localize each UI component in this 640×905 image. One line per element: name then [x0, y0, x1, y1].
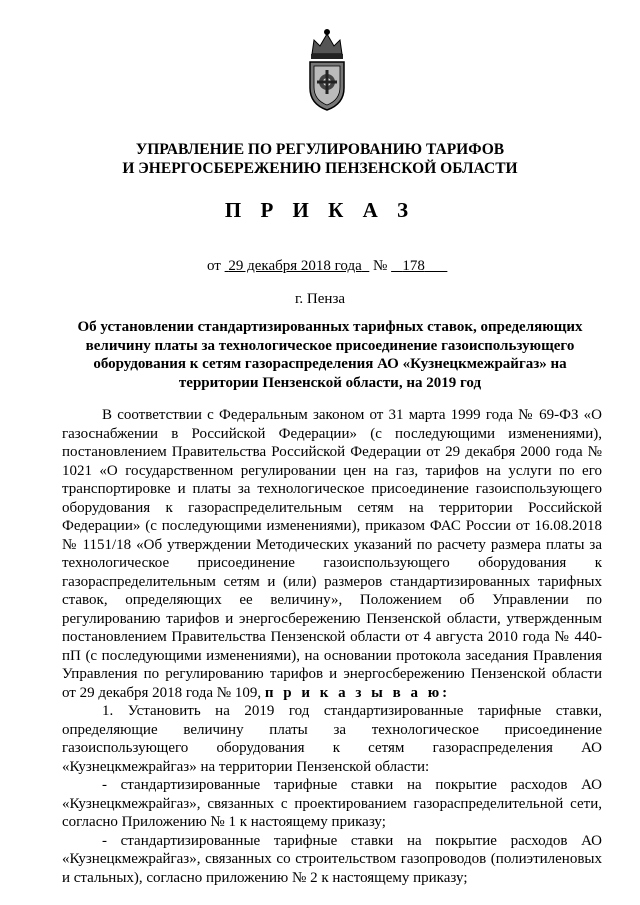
document-type-title: П Р И К А З — [224, 198, 416, 222]
city: г. Пенза — [294, 291, 346, 307]
organization-name-line1: УПРАВЛЕНИЕ ПО РЕГУЛИРОВАНИЮ ТАРИФОВ — [135, 141, 505, 158]
subject-heading — [70, 318, 590, 392]
subject-line: оборудования к сетям газораспределения АО «Кузнецкмежрайгаз» на — [93, 356, 567, 372]
item-1-paragraph: 1. Установить на 2019 год стандартизированные тарифные ставки, определяющие величину платы за технологическое присоединение газоиспользующего оборудования к сетям газораспределения АО «Кузнецкмежрайгаз» на территории Пензенской области: — [62, 703, 602, 775]
order-word: п р и к а з ы в а ю: — [264, 684, 451, 701]
subject-line: величину платы за технологическое присоединение газоиспользующего — [85, 337, 575, 354]
preamble-paragraph: В соответствии с Федеральным законом от 31 марта 1999 года № 69-ФЗ «О газоснабжении в Российской Федерации» (с последующими изменениями), постановлением Правительства Российской Федерации от 29 декабря 2000 года № 1021 «О государственном регулировании цен на газ, тарифов на услуги по его транспортировке и платы за технологическое присоединение газоиспользующего оборудования к газораспределительным сетям на территории Российской Федерации» (с последующими изменениями), приказом ФАС России от 16.08.2018 № 1151/18 «Об утверждении Методических указаний по расчету размера платы за технологическое присоединение газоиспользующего оборудования к газораспределительным сетям и (или) размеров стандартизированных тарифных ставок, определяющих ее величину», Положением об Управлении по регулированию тарифов и энергосбережению Пензенской области, утвержденным постановлением Правительства Пензенской области от 4 августа 2010 года № 440-пП (с последующими изменениями), на основании протокола заседания Правления Управления по регулированию тарифов и энергосбережению Пензенской области от 29 декабря 2018 года № 109, п р и к а з ы в а ю: — [62, 407, 602, 701]
bullet-paragraph: - стандартизированные тарифные ставки на покрытие расходов АО «Кузнецкмежрайгаз», связанных со строительством газопроводов (полиэтиленовых и стальных), согласно приложению № 2 к настоящему приказу; — [62, 832, 602, 886]
subject-line: Об установлении стандартизированных тарифных ставок, определяющих — [77, 319, 583, 335]
date-number-line — [207, 258, 447, 275]
number-sign: № — [373, 258, 388, 274]
date-prefix: от — [207, 258, 221, 274]
bullet-paragraph: - стандартизированные тарифные ставки на покрытие расходов АО «Кузнецкмежрайгаз», связанных с проектированием газораспределительной сети, согласно Приложению № 1 к настоящему приказу; — [62, 777, 602, 830]
coat-of-arms-emblem — [302, 26, 352, 112]
order-date: 29 декабря 2018 года — [228, 258, 362, 274]
organization-name-line2: И ЭНЕРГОСБЕРЕЖЕНИЮ ПЕНЗЕНСКОЙ ОБЛАСТИ — [122, 160, 518, 177]
document-body — [62, 406, 602, 887]
subject-line: территории Пензенской области, на 2019 год — [178, 374, 482, 391]
order-number: 178 — [402, 258, 425, 274]
